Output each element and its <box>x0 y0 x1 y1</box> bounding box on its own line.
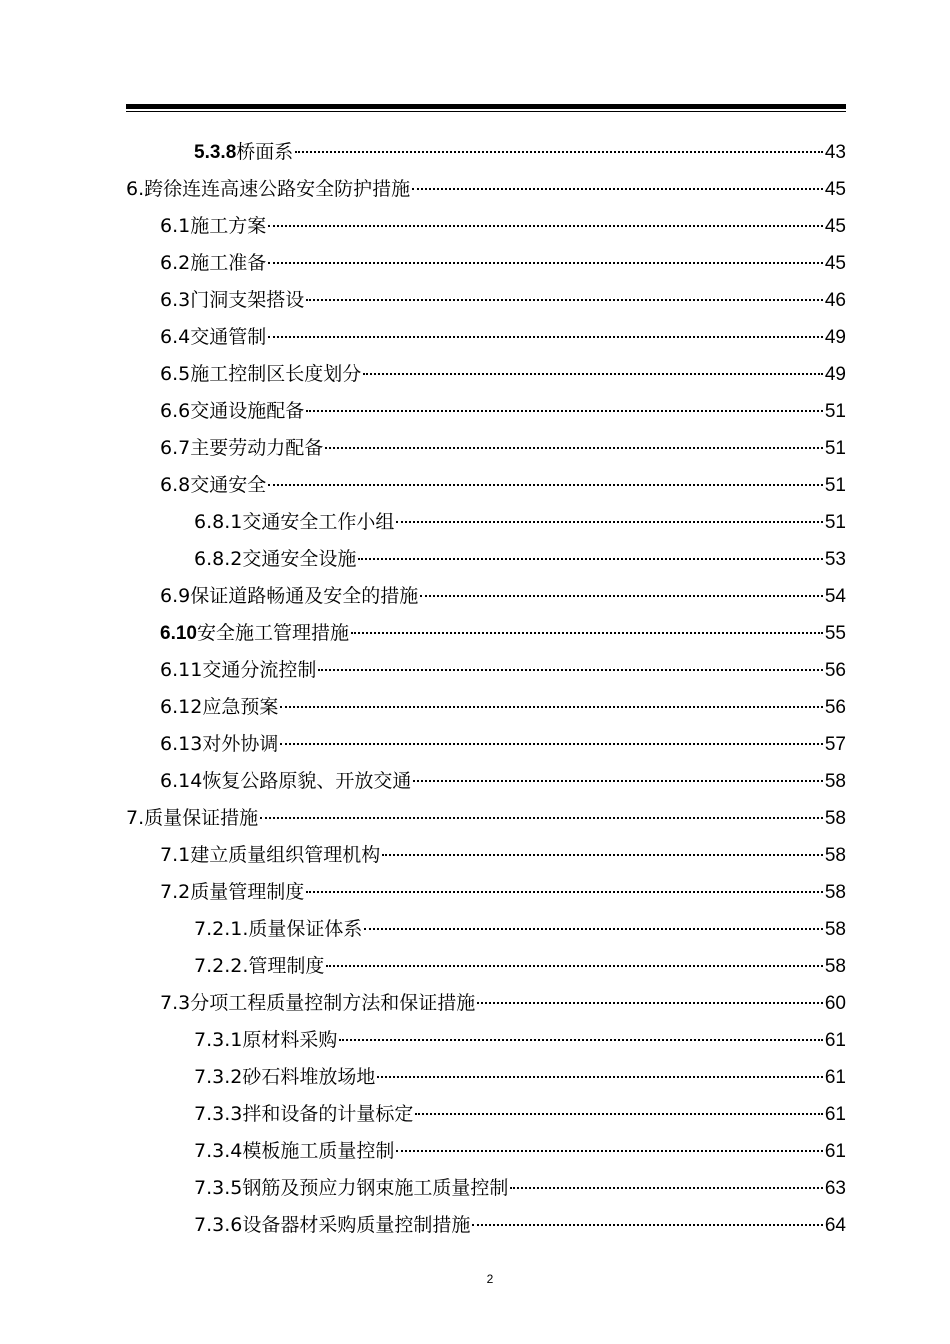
toc-entry-title: 对外协调 <box>202 733 279 755</box>
toc-entry-number: 6.11 <box>160 659 203 681</box>
toc-entry-number: 7.3.4 <box>194 1140 243 1162</box>
toc-entry-number: 6.4 <box>160 326 191 348</box>
toc-entry-title: 门洞支架搭设 <box>190 289 305 311</box>
dot-leader <box>268 225 823 227</box>
toc-entry[interactable] <box>126 1207 846 1244</box>
toc-entry-title: 砂石料堆放场地 <box>242 1066 376 1088</box>
toc-entry[interactable] <box>126 726 846 763</box>
dot-leader <box>268 336 823 338</box>
dot-leader <box>472 1224 822 1226</box>
dot-leader <box>364 928 822 930</box>
toc-entry[interactable] <box>126 245 846 282</box>
toc-entry-title: 施工准备 <box>190 252 267 274</box>
toc-entry[interactable] <box>126 356 846 393</box>
toc-entry-page: 61 <box>824 1104 846 1125</box>
toc-entry-number: 7.3.3 <box>194 1103 243 1125</box>
dot-leader <box>280 743 823 745</box>
toc-entry-page: 57 <box>824 734 846 755</box>
dot-leader <box>260 817 823 819</box>
toc-entry-number: 7.2.1. <box>194 918 249 940</box>
dot-leader <box>295 151 823 153</box>
toc-entry-title: 交通安全设施 <box>242 548 357 570</box>
toc-entry[interactable] <box>126 319 846 356</box>
dot-leader <box>377 1076 822 1078</box>
toc-entry-number: 6.10 <box>160 623 197 644</box>
toc-entry-page: 60 <box>824 993 846 1014</box>
toc-entry[interactable] <box>126 985 846 1022</box>
dot-leader <box>306 891 823 893</box>
toc-entry-page: 51 <box>824 438 846 459</box>
dot-leader <box>382 854 823 856</box>
toc-entry-title: 安全施工管理措施 <box>196 622 349 644</box>
toc-entry-title: 设备器材采购质量控制措施 <box>242 1214 471 1236</box>
toc-entry-number: 7.3.1 <box>194 1029 243 1051</box>
dot-leader <box>415 1113 822 1115</box>
toc-entry-page: 58 <box>824 845 846 866</box>
dot-leader <box>510 1187 822 1189</box>
toc-entry-page: 55 <box>824 623 846 644</box>
toc-entry-page: 64 <box>824 1215 846 1236</box>
toc-entry[interactable] <box>126 948 846 985</box>
toc-entry[interactable] <box>126 578 846 615</box>
toc-entry-page: 51 <box>824 475 846 496</box>
toc-entry-title: 交通分流控制 <box>202 659 317 681</box>
toc-entry-number: 6.8 <box>160 474 191 496</box>
toc-entry-page: 63 <box>824 1178 846 1199</box>
toc-entry-page: 58 <box>824 808 846 829</box>
toc-entry-number: 6.1 <box>160 215 191 237</box>
toc-entry-title: 钢筋及预应力钢束施工质量控制 <box>242 1177 509 1199</box>
dot-leader <box>306 410 823 412</box>
toc-entry-title: 质量管理制度 <box>190 881 305 903</box>
dot-leader <box>326 965 822 967</box>
toc-entry[interactable] <box>126 282 846 319</box>
toc-entry[interactable] <box>126 874 846 911</box>
toc-entry[interactable] <box>126 763 846 800</box>
toc-entry-title: 保证道路畅通及安全的措施 <box>190 585 419 607</box>
toc-entry-title: 质量保证体系 <box>248 918 363 940</box>
toc-entry-page: 46 <box>824 290 846 311</box>
toc-entry-page: 61 <box>824 1030 846 1051</box>
toc-entry-number: 6.9 <box>160 585 191 607</box>
toc-entry-page: 43 <box>824 142 846 163</box>
dot-leader <box>339 1039 822 1041</box>
toc-entry-number: 6.7 <box>160 437 191 459</box>
toc-entry-title: 主要劳动力配备 <box>190 437 324 459</box>
toc-entry-page: 61 <box>824 1141 846 1162</box>
toc-entry[interactable] <box>126 430 846 467</box>
toc-entry-number: 6.6 <box>160 400 191 422</box>
toc-entry-number: 6.14 <box>160 770 203 792</box>
toc-entry[interactable] <box>126 541 846 578</box>
toc-entry-title: 跨徐连连高速公路安全防护措施 <box>144 178 411 200</box>
toc-entry[interactable] <box>126 393 846 430</box>
table-of-contents <box>126 134 846 1244</box>
toc-entry-title: 施工方案 <box>190 215 267 237</box>
toc-entry[interactable] <box>126 1022 846 1059</box>
dot-leader <box>306 299 823 301</box>
toc-entry[interactable] <box>126 615 846 652</box>
toc-entry-number: 6.2 <box>160 252 191 274</box>
toc-entry[interactable] <box>126 800 846 837</box>
toc-entry-page: 58 <box>824 956 846 977</box>
toc-entry-page: 51 <box>824 512 846 533</box>
header-rule-thick <box>126 104 846 109</box>
toc-entry-title: 拌和设备的计量标定 <box>242 1103 414 1125</box>
toc-entry-number: 7.3.2 <box>194 1066 243 1088</box>
toc-entry-number: 7.1 <box>160 844 191 866</box>
toc-entry[interactable] <box>126 911 846 948</box>
toc-entry-number: 6.3 <box>160 289 191 311</box>
toc-entry-title: 恢复公路原貌、开放交通 <box>202 770 412 792</box>
toc-entry[interactable] <box>126 467 846 504</box>
toc-entry[interactable] <box>126 504 846 541</box>
toc-entry[interactable] <box>126 1133 846 1170</box>
toc-entry-number: 7. <box>126 807 145 829</box>
toc-entry[interactable] <box>126 689 846 726</box>
toc-entry[interactable] <box>126 652 846 689</box>
toc-entry-page: 49 <box>824 327 846 348</box>
dot-leader <box>412 188 823 190</box>
dot-leader <box>268 484 823 486</box>
toc-entry-number: 7.3.5 <box>194 1177 243 1199</box>
dot-leader <box>280 706 823 708</box>
toc-entry-page: 51 <box>824 401 846 422</box>
toc-entry-title: 交通安全工作小组 <box>242 511 395 533</box>
toc-entry-number: 7.3 <box>160 992 191 1014</box>
toc-entry-title: 原材料采购 <box>242 1029 338 1051</box>
toc-entry-page: 58 <box>824 919 846 940</box>
dot-leader <box>358 558 822 560</box>
dot-leader <box>413 780 823 782</box>
header-rule-thin <box>126 111 846 112</box>
toc-entry-title: 质量保证措施 <box>144 807 259 829</box>
toc-entry-page: 56 <box>824 697 846 718</box>
toc-entry-title: 桥面系 <box>236 141 294 163</box>
toc-entry[interactable] <box>126 837 846 874</box>
toc-entry-number: 7.3.6 <box>194 1214 243 1236</box>
page-number: 2 <box>486 1272 494 1286</box>
toc-entry-page: 58 <box>824 771 846 792</box>
toc-entry[interactable] <box>126 208 846 245</box>
toc-entry-title: 交通安全 <box>190 474 267 496</box>
toc-entry-number: 6.12 <box>160 696 203 718</box>
toc-entry-page: 49 <box>824 364 846 385</box>
toc-entry-title: 应急预案 <box>202 696 279 718</box>
toc-entry-title: 管理制度 <box>248 955 325 977</box>
dot-leader <box>477 1002 823 1004</box>
dot-leader <box>268 262 823 264</box>
toc-entry-number: 7.2 <box>160 881 191 903</box>
toc-entry-page: 45 <box>824 216 846 237</box>
toc-entry-title: 建立质量组织管理机构 <box>190 844 381 866</box>
toc-entry-title: 施工控制区长度划分 <box>190 363 362 385</box>
toc-entry[interactable] <box>126 1059 846 1096</box>
dot-leader <box>363 373 823 375</box>
toc-entry-page: 53 <box>824 549 846 570</box>
dot-leader <box>351 632 823 634</box>
toc-entry-page: 45 <box>824 253 846 274</box>
toc-entry-number: 6. <box>126 178 145 200</box>
toc-entry-number: 6.13 <box>160 733 203 755</box>
dot-leader <box>396 521 822 523</box>
toc-entry-number: 6.8.1 <box>194 511 243 533</box>
toc-entry-page: 61 <box>824 1067 846 1088</box>
toc-entry-page: 58 <box>824 882 846 903</box>
toc-entry-title: 交通管制 <box>190 326 267 348</box>
toc-entry-page: 54 <box>824 586 846 607</box>
toc-entry-number: 7.2.2. <box>194 955 249 977</box>
toc-entry-page: 45 <box>824 179 846 200</box>
dot-leader <box>396 1150 822 1152</box>
toc-entry-number: 6.5 <box>160 363 191 385</box>
toc-entry-number: 5.3.8 <box>194 142 237 163</box>
dot-leader <box>325 447 823 449</box>
dot-leader <box>420 595 823 597</box>
toc-entry[interactable] <box>126 1096 846 1133</box>
toc-entry[interactable] <box>126 171 846 208</box>
toc-entry[interactable] <box>126 1170 846 1207</box>
dot-leader <box>318 669 823 671</box>
toc-entry-title: 交通设施配备 <box>190 400 305 422</box>
toc-entry[interactable] <box>126 134 846 171</box>
toc-entry-page: 56 <box>824 660 846 681</box>
toc-entry-number: 6.8.2 <box>194 548 243 570</box>
toc-entry-title: 模板施工质量控制 <box>242 1140 395 1162</box>
toc-entry-title: 分项工程质量控制方法和保证措施 <box>190 992 476 1014</box>
